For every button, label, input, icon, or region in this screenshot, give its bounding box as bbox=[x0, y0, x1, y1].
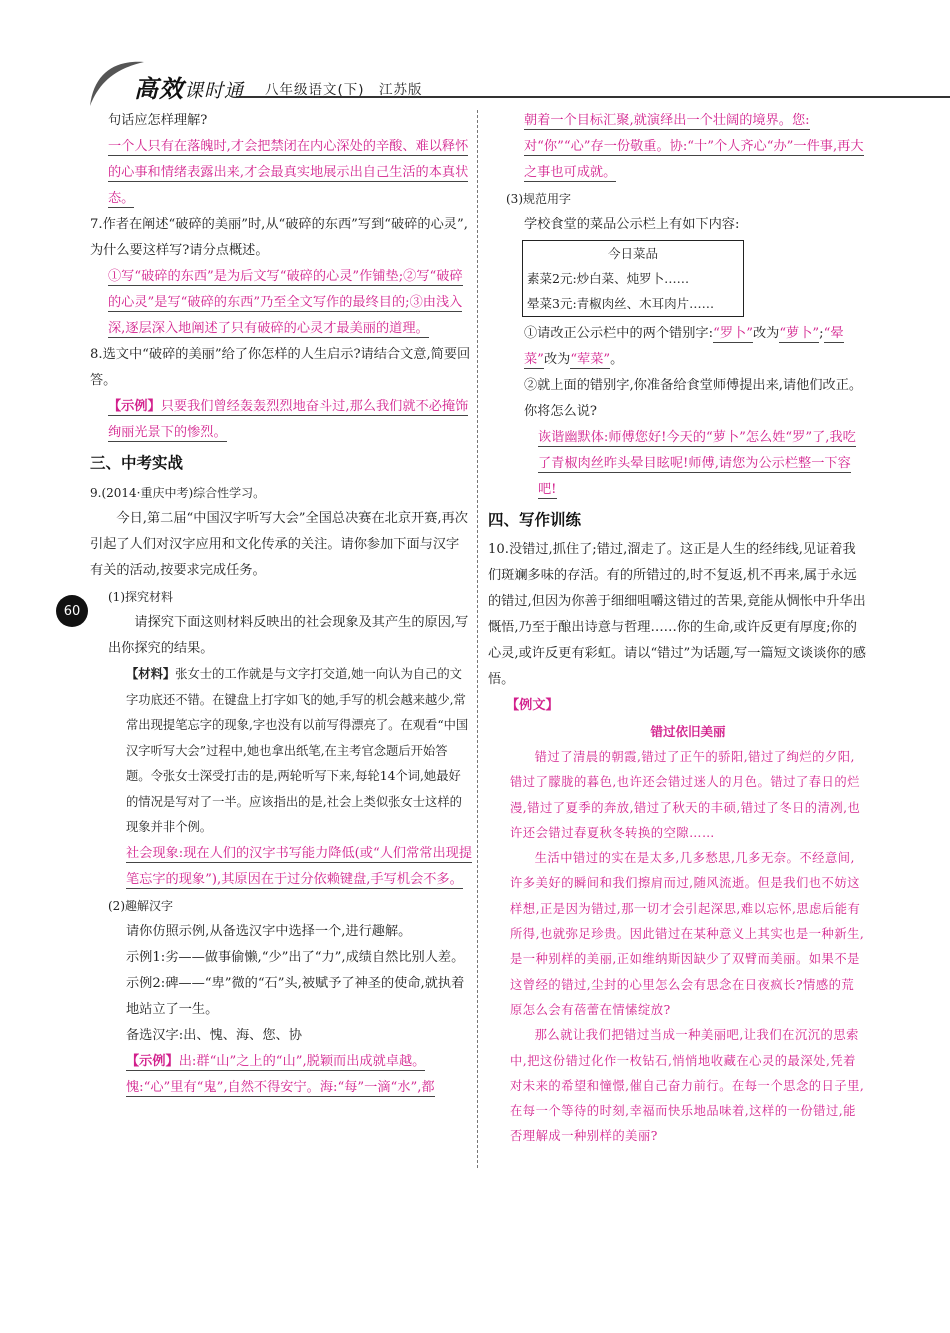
correct-word-2: “荤菜” bbox=[570, 352, 611, 367]
sub-3-q2: ②就上面的错别字,你准备给食堂师傅提出来,请他们改正。你将怎么说? bbox=[524, 378, 863, 419]
sub-1-prompt: 请探究下面这则材料反映出的社会现象及其产生的原因,写出你探究的结果。 bbox=[108, 615, 469, 656]
essay-paragraph: 那么就让我们把错过当成一种美丽吧,让我们在沉沉的思索中,把这份错过化作一枚钻石,悄悄地收藏在心灵的最深处,凭着对未来的希望和憧憬,催自己奋力前行。在每一个思念的日子里,在每一个等待的时刻,幸福而快乐地品味着,这样的一份错过,能否理解成一种别样的美丽? bbox=[510, 1028, 865, 1144]
essay-tag: 【例文】 bbox=[506, 698, 559, 713]
sub-3-q1: ①请改正公示栏中的两个错别字:“罗卜”改为“萝卜”;“晕菜”改为“荤菜”。 bbox=[524, 326, 844, 367]
example-1: 示例1:劣——做事偷懒,“少”出了“力”,成绩自然比别人差。 bbox=[126, 949, 465, 965]
question-9: 9.(2014·重庆中考)综合性学习。 bbox=[90, 486, 266, 500]
section-3-heading: 三、中考实战 bbox=[90, 454, 184, 472]
question-8: 8.选文中“破碎的美丽”给了你怎样的人生启示?请结合文意,简要回答。 bbox=[90, 347, 471, 388]
material-block bbox=[90, 662, 472, 841]
essay-paragraph: 错过了清晨的朝霞,错过了正午的骄阳,错过了绚烂的夕阳,错过了朦胧的暮色,也许还会错过迷人的月色。错过了春日的烂漫,错过了夏季的奔放,错过了秋天的丰硕,错过了冬日的清冽,也许还会错过春夏秋冬转换的空隙…… bbox=[510, 750, 861, 840]
sub-2-prompt: 请你仿照示例,从备选汉字中选择一个,进行趣解。 bbox=[126, 923, 412, 939]
essay bbox=[488, 719, 866, 1150]
brand-main: 高效 bbox=[134, 74, 184, 103]
sub-3-q2-answer: 诙谐幽默体:师傅您好!今天的“萝卜”怎么姓“罗”了,我吃了青椒肉丝昨头晕目眩呢!师傅,请您为公示栏整一下容吧! bbox=[538, 430, 856, 497]
q6-answer: 一个人只有在落魄时,才会把禁闭在内心深处的辛酸、难以释怀的心事和情绪表露出来,才会最真实地展示出自己生活的本真状态。 bbox=[108, 139, 469, 206]
question-10: 10.没错过,抓住了;错过,溜走了。这正是人生的经纬线,见证着我们斑斓多味的存活。有的所错过的,时不复返,机不再来,属于永远的错过,但因为你善于细细咀嚼这错过的苦果,竟能从惆怅中升华出慨悟,乃至于酿出诗意与哲理……你的生命,或许反更有厚度;你的心灵,或许反更有彩虹。请以“错过”为话题,写一篇短文谈谈你的感悟。 bbox=[488, 542, 866, 687]
menu-row-1: 素菜2元:炒白菜、炖罗卜…… bbox=[527, 271, 690, 286]
grade-label: 八年级语文(下) 江苏版 bbox=[265, 82, 423, 98]
sub-2-answer-continued: 朝着一个目标汇聚,就演绎出一个壮阔的境界。您:对“你”“心”存一份敬重。协:“十”个人齐心“办”一件事,再大之事也可成就。 bbox=[524, 113, 864, 180]
q8-answer: 【示例】只要我们曾经轰轰烈烈地奋斗过,那么我们就不必掩饰绚丽光景下的惨烈。 bbox=[108, 399, 469, 440]
correct-word-1: “萝卜” bbox=[779, 326, 820, 341]
example-2: 示例2:碑——“卑”微的“石”头,被赋予了神圣的使命,就执着地站立了一生。 bbox=[126, 975, 465, 1017]
column-divider bbox=[477, 110, 478, 1168]
wrong-word-2: “晕菜” bbox=[524, 326, 844, 367]
question-7: 7.作者在阐述“破碎的美丽”时,从“破碎的东西”写到“破碎的心灵”,为什么要这样写?请分点概述。 bbox=[90, 217, 468, 258]
menu-row-2: 晕菜3元:青椒肉丝、木耳肉片…… bbox=[527, 296, 715, 311]
choice-chars: 备选汉字:出、愧、海、您、协 bbox=[126, 1027, 302, 1043]
example-tag: 【示例】 bbox=[108, 399, 161, 414]
material-tag: 【材料】 bbox=[126, 667, 176, 681]
sub-3-heading: (3)规范用字 bbox=[506, 192, 571, 206]
left-column bbox=[90, 108, 472, 1101]
wrong-word-1: “罗卜” bbox=[713, 326, 753, 341]
brand-sub: 课时通 bbox=[184, 80, 245, 102]
sub-1-heading: (1)探究材料 bbox=[108, 590, 173, 604]
sub-1-answer: 社会现象:现在人们的汉字书写能力降低(或“人们常常出现提笔忘字的现象”),其原因在于过分依赖键盘,手写机会不多。 bbox=[126, 845, 473, 887]
page-number: 60 bbox=[56, 595, 88, 627]
section-4-heading: 四、写作训练 bbox=[488, 511, 582, 529]
essay-paragraph: 生活中错过的实在是太多,几多愁思,几多无奈。不经意间,许多美好的瞬间和我们擦肩而过,随风流逝。但是我们也不妨这样想,正是因为错过,那一切才会引起深思,难以忘怀,思虑后能有所得,也就弥足珍贵。因此错过在某种意义上其实也是一种新生,是一种别样的美丽,正如维纳斯因缺少了双臂而美丽。如果不是这曾经的错过,尘封的心里怎么会有思念在日夜疯长?情感的荒原怎么会有蓓蕾在情愫绽放? bbox=[510, 851, 865, 1017]
sub-2-heading: (2)趣解汉字 bbox=[108, 898, 173, 913]
menu-title: 今日菜品 bbox=[607, 246, 658, 261]
sub-3-prompt: 学校食堂的菜品公示栏上有如下内容: bbox=[524, 217, 740, 232]
right-column bbox=[488, 108, 866, 1150]
q7-answer: ①写“破碎的东西”是为后文写“破碎的心灵”作铺垫;②写“破碎的心灵”是写“破碎的东西”乃至全文写作的最终目的;③由浅入深,逐层深入地阐述了只有破碎的心灵才最美丽的道理。 bbox=[108, 269, 463, 336]
brand-logo bbox=[134, 69, 244, 104]
sub-2-answer: 【示例】出:群“山”之上的“山”,脱颖而出成就卓越。愧:“心”里有“鬼”,自然不得安宁。海:“每”一滴“水”,都 bbox=[126, 1053, 435, 1095]
q6-tail: 句话应怎样理解? bbox=[108, 113, 208, 128]
menu-board bbox=[522, 240, 744, 317]
header-rule bbox=[236, 96, 950, 98]
material-text: 张女士的工作就是与文字打交道,她一向认为自己的文字功底还不错。在键盘上打字如飞的她,手写的机会越来越少,常常出现提笔忘字的现象,字也没有以前写得漂亮了。在观看“中国汉字听写大会”过程中,她也拿出纸笔,在主考官念题后开始答题。令张女士深受打击的是,两轮听写下来,每轮14个词,她最好的情况是写对了一半。应该指出的是,社会上类似张女士这样的现象并非个例。 bbox=[126, 667, 469, 834]
q9-intro: 今日,第二届“中国汉字听写大会”全国总决赛在北京开赛,再次引起了人们对汉字应用和文化传承的关注。请你参加下面与汉字有关的活动,按要求完成任务。 bbox=[90, 511, 468, 578]
essay-title: 错过依旧美丽 bbox=[650, 724, 726, 739]
